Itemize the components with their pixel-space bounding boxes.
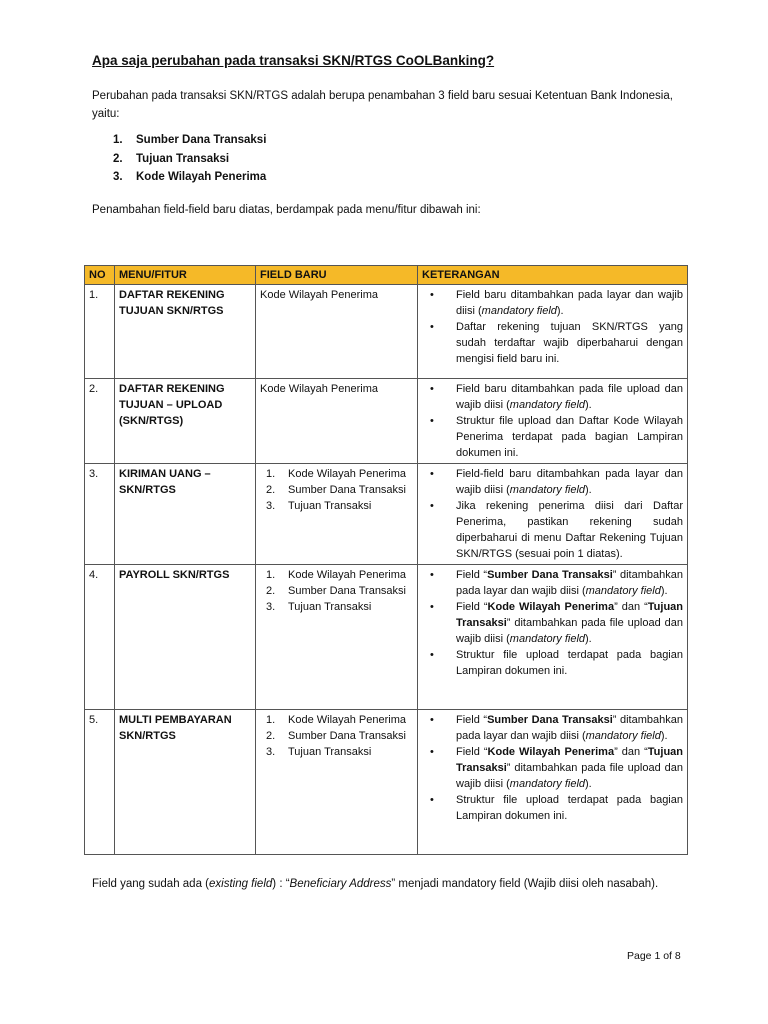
intro-paragraph: Perubahan pada transaksi SKN/RTGS adalah berupa penambahan 3 field baru sesuai Ketentuan Bank Indonesia, yaitu: bbox=[92, 90, 673, 120]
keterangan-item bbox=[422, 567, 683, 599]
field-label: Tujuan Transaksi bbox=[288, 601, 372, 613]
field-item bbox=[260, 583, 413, 599]
cell-field-baru: Kode Wilayah Penerima bbox=[256, 285, 418, 379]
bullet-icon: • bbox=[430, 289, 434, 301]
keterangan-item bbox=[422, 744, 683, 792]
cell-keterangan bbox=[418, 285, 688, 379]
cell-no: 5. bbox=[85, 710, 115, 855]
field-item bbox=[260, 498, 413, 514]
list-label: Kode Wilayah Penerima bbox=[136, 171, 267, 183]
cell-menu: PAYROLL SKN/RTGS bbox=[115, 565, 256, 710]
new-field-item bbox=[113, 171, 266, 190]
bullet-icon: • bbox=[430, 415, 434, 427]
list-number: 2. bbox=[113, 152, 123, 165]
field-item bbox=[260, 599, 413, 615]
field-number: 3. bbox=[266, 500, 276, 512]
cell-field-baru: Kode Wilayah Penerima bbox=[256, 379, 418, 464]
cell-no: 1. bbox=[85, 285, 115, 379]
field-label: Tujuan Transaksi bbox=[288, 746, 372, 758]
keterangan-text: Struktur file upload dan Daftar Kode Wilayah Penerima terdapat pada bagian Lampiran dokumen ini. bbox=[456, 415, 683, 459]
bullet-icon: • bbox=[430, 569, 434, 581]
impact-table bbox=[84, 265, 688, 855]
page-number: Page 1 of 8 bbox=[627, 950, 681, 962]
cell-field-baru bbox=[256, 464, 418, 565]
keterangan-item bbox=[422, 599, 683, 647]
list-label: Tujuan Transaksi bbox=[136, 152, 230, 165]
field-label: Kode Wilayah Penerima bbox=[288, 468, 407, 480]
keterangan-text: Field “Kode Wilayah Penerima” dan “Tujuan Transaksi” ditambahkan pada file upload dan wajib diisi (mandatory field). bbox=[456, 746, 684, 790]
field-item bbox=[260, 567, 413, 583]
keterangan-item bbox=[422, 792, 683, 824]
cell-field-baru bbox=[256, 565, 418, 710]
field-item bbox=[260, 744, 413, 760]
keterangan-item bbox=[422, 466, 683, 498]
field-number: 3. bbox=[266, 746, 276, 758]
table-row bbox=[85, 710, 688, 855]
keterangan-text: Struktur file upload terdapat pada bagian Lampiran dokumen ini. bbox=[456, 649, 683, 677]
table-row bbox=[85, 464, 688, 565]
cell-keterangan bbox=[418, 710, 688, 855]
cell-keterangan bbox=[418, 464, 688, 565]
field-label: Kode Wilayah Penerima bbox=[288, 569, 407, 581]
cell-keterangan bbox=[418, 565, 688, 710]
bullet-icon: • bbox=[430, 383, 434, 395]
bullet-icon: • bbox=[430, 468, 434, 480]
header-no: NO bbox=[85, 266, 115, 285]
keterangan-item bbox=[422, 498, 683, 562]
keterangan-item bbox=[422, 712, 683, 744]
new-fields-list bbox=[113, 134, 266, 190]
cell-keterangan bbox=[418, 379, 688, 464]
field-number: 2. bbox=[266, 585, 276, 597]
keterangan-text: Field-field baru ditambahkan pada layar dan wajib diisi (mandatory field). bbox=[456, 468, 683, 496]
field-item bbox=[260, 482, 413, 498]
bullet-icon: • bbox=[430, 649, 434, 661]
bullet-icon: • bbox=[430, 500, 434, 512]
table-row bbox=[85, 285, 688, 379]
cell-menu: KIRIMAN UANG – SKN/RTGS bbox=[115, 464, 256, 565]
cell-no: 3. bbox=[85, 464, 115, 565]
cell-field-baru bbox=[256, 710, 418, 855]
list-number: 3. bbox=[113, 171, 123, 183]
new-field-item bbox=[113, 134, 266, 153]
keterangan-item bbox=[422, 287, 683, 319]
keterangan-item bbox=[422, 413, 683, 461]
cell-menu: DAFTAR REKENING TUJUAN – UPLOAD (SKN/RTGS) bbox=[115, 379, 256, 464]
new-field-item bbox=[113, 153, 266, 172]
list-label: Sumber Dana Transaksi bbox=[136, 134, 267, 146]
field-label: Tujuan Transaksi bbox=[288, 500, 372, 512]
bullet-icon: • bbox=[430, 714, 434, 726]
field-label: Sumber Dana Transaksi bbox=[288, 484, 406, 496]
table-row bbox=[85, 565, 688, 710]
cell-no: 2. bbox=[85, 379, 115, 464]
bullet-icon: • bbox=[430, 321, 434, 333]
field-label: Sumber Dana Transaksi bbox=[288, 730, 406, 742]
field-number: 2. bbox=[266, 730, 276, 742]
bullet-icon: • bbox=[430, 601, 434, 613]
cell-no: 4. bbox=[85, 565, 115, 710]
table-header-row bbox=[85, 266, 688, 285]
keterangan-text: Field “Sumber Dana Transaksi” ditambahkan pada layar dan wajib diisi (mandatory field). bbox=[456, 569, 683, 597]
field-number: 3. bbox=[266, 601, 276, 613]
existing-field-note: Field yang sudah ada (existing field) : “Beneficiary Address” menjadi mandatory field (Wajib diisi oleh nasabah). bbox=[92, 878, 659, 890]
keterangan-text: Field baru ditambahkan pada file upload dan wajib diisi (mandatory field). bbox=[456, 383, 683, 411]
keterangan-text: Field “Sumber Dana Transaksi” ditambahkan pada layar dan wajib diisi (mandatory field). bbox=[456, 714, 683, 742]
keterangan-item bbox=[422, 647, 683, 679]
field-number: 1. bbox=[266, 714, 276, 726]
page-title: Apa saja perubahan pada transaksi SKN/RTGS CoOLBanking? bbox=[92, 53, 495, 68]
field-label: Kode Wilayah Penerima bbox=[288, 714, 407, 726]
field-item bbox=[260, 712, 413, 728]
field-item bbox=[260, 466, 413, 482]
header-field: FIELD BARU bbox=[256, 266, 418, 285]
list-number: 1. bbox=[113, 134, 123, 146]
bullet-icon: • bbox=[430, 794, 434, 806]
header-menu: MENU/FITUR bbox=[115, 266, 256, 285]
field-label: Sumber Dana Transaksi bbox=[288, 585, 406, 597]
cell-menu: MULTI PEMBAYARAN SKN/RTGS bbox=[115, 710, 256, 855]
cell-menu: DAFTAR REKENING TUJUAN SKN/RTGS bbox=[115, 285, 256, 379]
field-number: 1. bbox=[266, 468, 276, 480]
keterangan-text: Field “Kode Wilayah Penerima” dan “Tujuan Transaksi” ditambahkan pada file upload dan wajib diisi (mandatory field). bbox=[456, 601, 684, 645]
keterangan-text: Field baru ditambahkan pada layar dan wajib diisi (mandatory field). bbox=[456, 289, 683, 317]
bullet-icon: • bbox=[430, 746, 434, 758]
field-number: 2. bbox=[266, 484, 276, 496]
table-row bbox=[85, 379, 688, 464]
keterangan-text: Jika rekening penerima diisi dari Daftar Penerima, pastikan rekening sudah diperbaharui di menu Daftar Rekening Tujuan SKN/RTGS (sesuai poin 1 diatas). bbox=[456, 500, 683, 560]
keterangan-item bbox=[422, 319, 683, 367]
keterangan-text: Daftar rekening tujuan SKN/RTGS yang sudah terdaftar wajib diperbaharui dengan mengisi field baru ini. bbox=[456, 321, 683, 365]
header-keterangan: KETERANGAN bbox=[418, 266, 688, 285]
field-number: 1. bbox=[266, 569, 276, 581]
keterangan-item bbox=[422, 381, 683, 413]
field-item bbox=[260, 728, 413, 744]
keterangan-text: Struktur file upload terdapat pada bagian Lampiran dokumen ini. bbox=[456, 794, 683, 822]
lead-paragraph: Penambahan field-field baru diatas, berdampak pada menu/fitur dibawah ini: bbox=[92, 204, 481, 216]
